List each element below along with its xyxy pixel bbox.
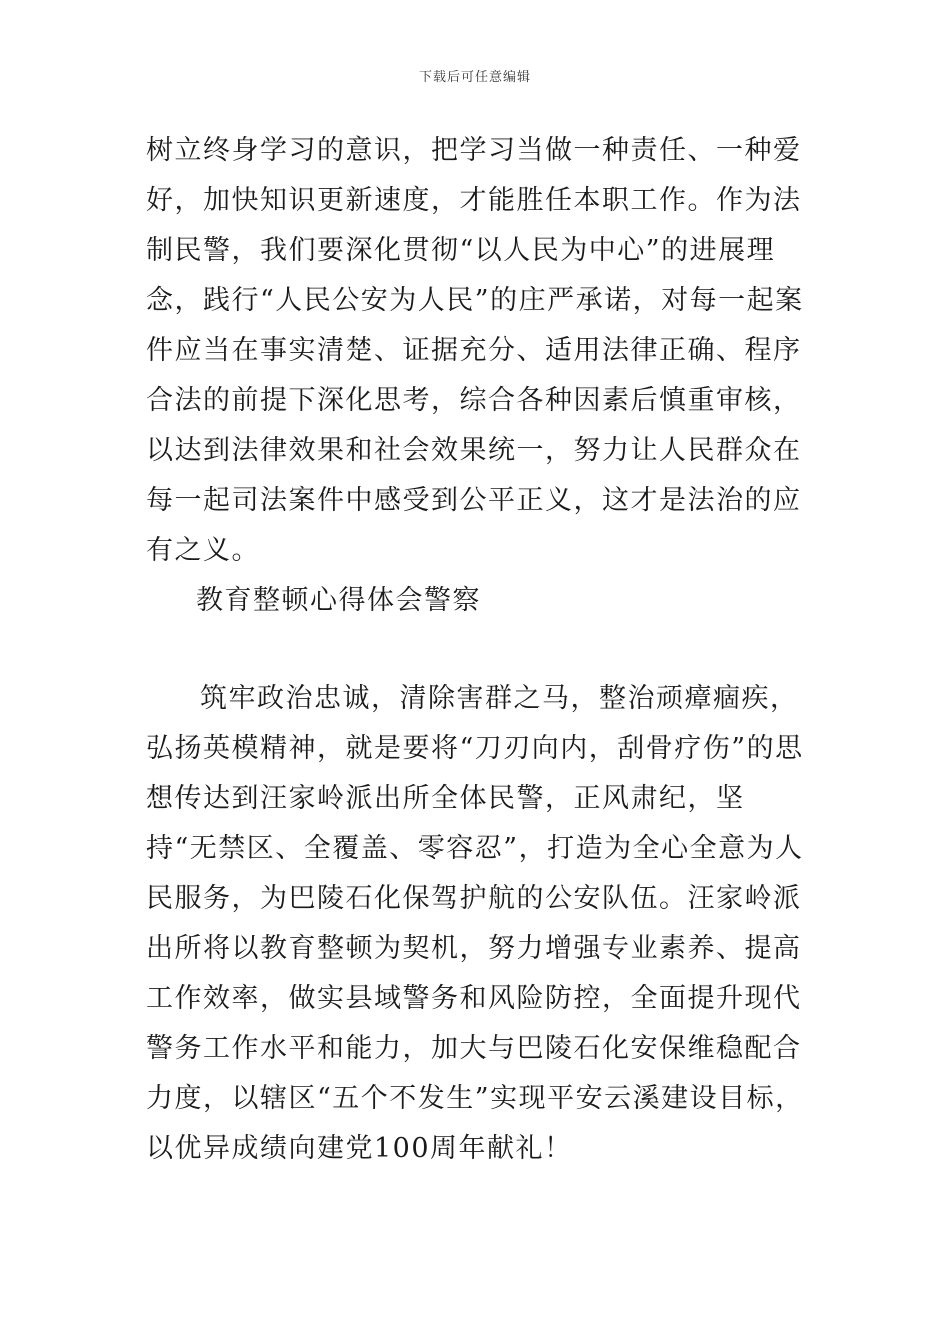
body-paragraph-1: 树立终身学习的意识，把学习当做一种责任、一种爱好，加快知识更新速度，才能胜任本职工作。作为法制民警，我们要深化贯彻“以人民为中心”的进展理念，践行“人民公安为人民”的庄严承诺，对每一起案件应当在事实清楚、证据充分、适用法律正确、程序合法的前提下深化思考，综合各种因素后慎重审核，以达到法律效果和社会效果统一，努力让人民群众在每一起司法案件中感受到公平正义，这才是法治的应有之义。 (146, 135, 804, 566)
page-header: 下载后可任意编辑 (418, 70, 531, 85)
section-heading: 教育整顿心得体会警察 (196, 585, 481, 616)
body-paragraph-2: 筑牢政治忠诚，清除害群之马，整治顽瘴痼疾，弘扬英模精神，就是要将“刀刃向内，刮骨疗伤”的思想传达到汪家岭派出所全体民警，正风肃纪，坚持“无禁区、全覆盖、零容忍”，打造为全心全意为人民服务，为巴陵石化保驾护航的公安队伍。汪家岭派出所将以教育整顿为契机，努力增强专业素养、提高工作效率，做实县域警务和风险防控，全面提升现代警务工作水平和能力，加大与巴陵石化安保维稳配合力度，以辖区“五个不发生”实现平安云溪建设目标，以优异成绩向建党100周年献礼！ (146, 683, 804, 1164)
